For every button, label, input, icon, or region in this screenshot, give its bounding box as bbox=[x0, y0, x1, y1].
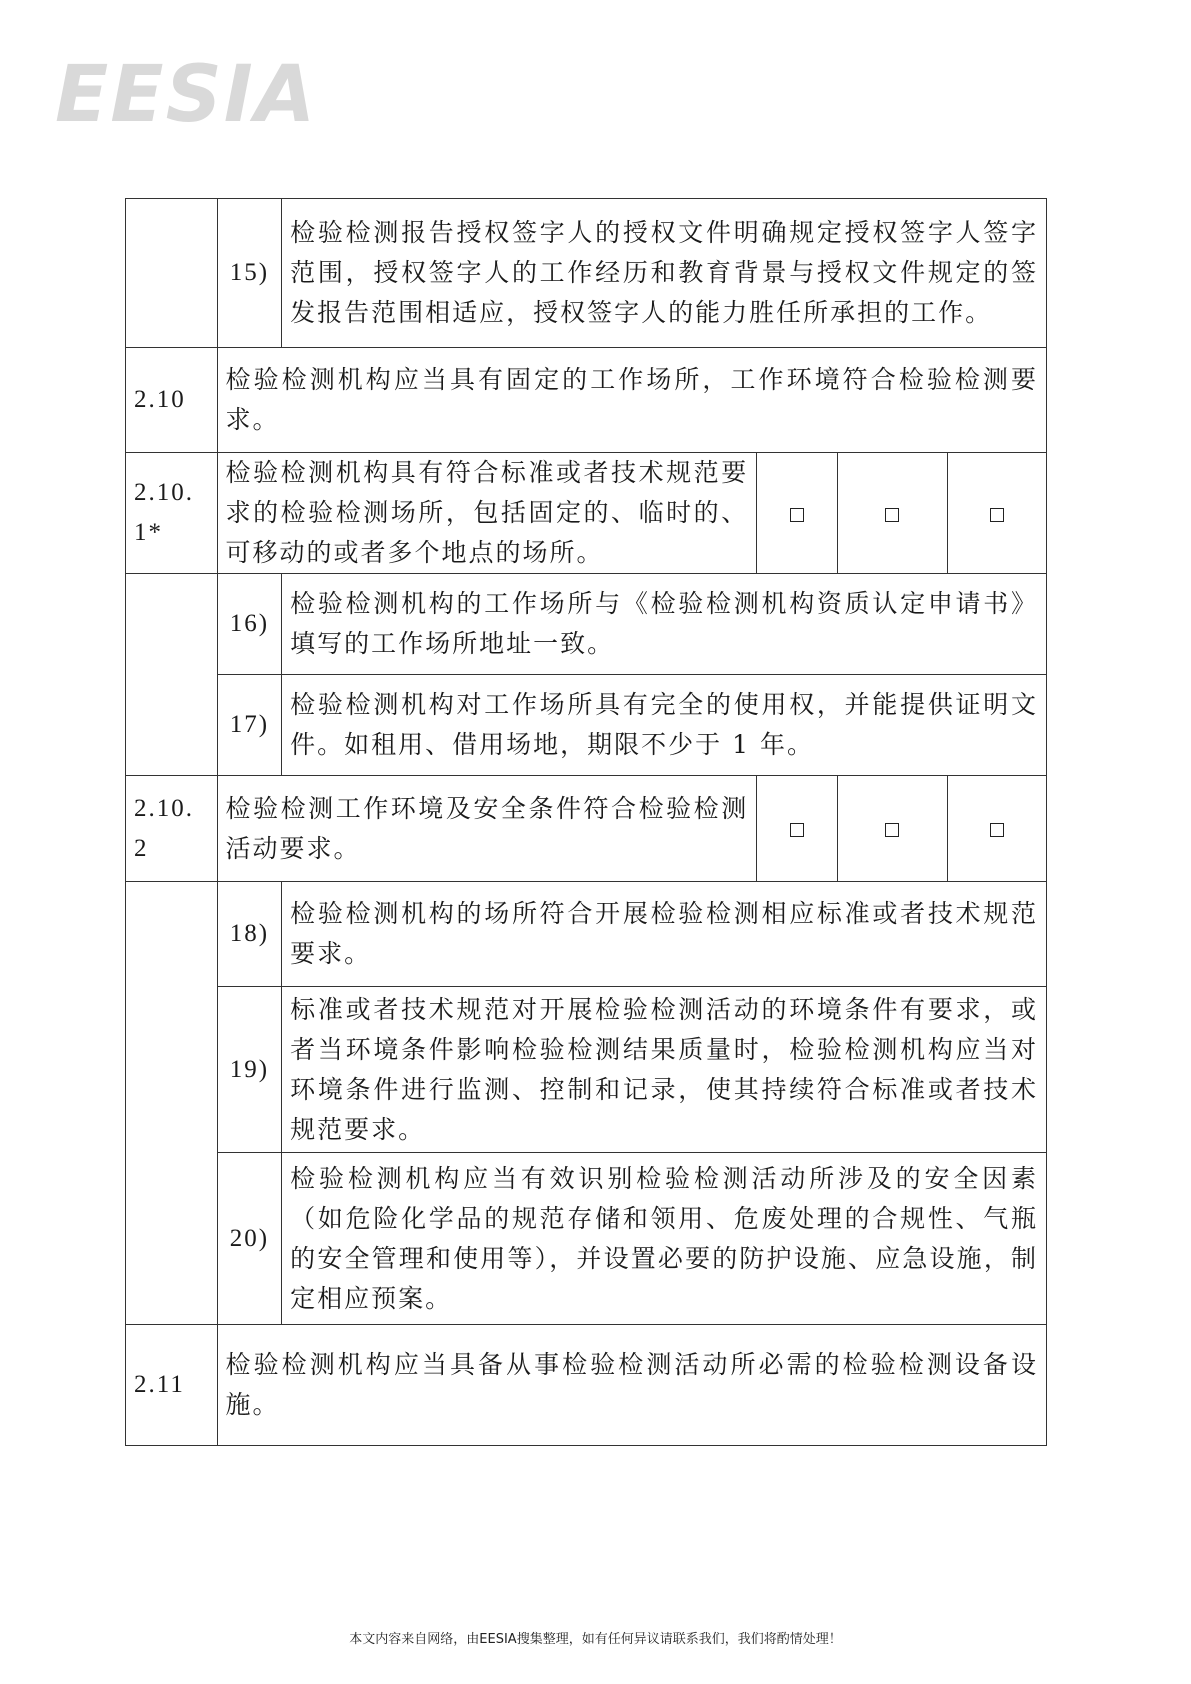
section-number-part: 1* bbox=[134, 519, 163, 546]
checkbox-cell[interactable] bbox=[947, 453, 1046, 574]
table-row bbox=[126, 987, 1047, 1153]
table-row bbox=[126, 675, 1047, 776]
section-cell bbox=[126, 882, 218, 1325]
section-text: 检验检测机构应当具备从事检验检测活动所必需的检验检测设备设施。 bbox=[217, 1325, 1046, 1446]
section-number bbox=[126, 453, 218, 574]
item-text: 标准或者技术规范对开展检验检测活动的环境条件有要求，或者当环境条件影响检验检测结果质量时，检验检测机构应当对环境条件进行监测、控制和记录，使其持续符合标准或者技术规范要求。 bbox=[282, 987, 1047, 1153]
section-cell bbox=[126, 574, 218, 776]
section-row bbox=[126, 1325, 1047, 1446]
checkbox-icon[interactable] bbox=[790, 508, 804, 522]
item-number: 20) bbox=[217, 1153, 282, 1325]
eesia-logo: EESIA bbox=[55, 50, 318, 140]
checkbox-cell[interactable] bbox=[837, 776, 947, 882]
footer-note: 本文内容来自网络，由EESIA搜集整理，如有任何异议请联系我们，我们将酌情处理！ bbox=[349, 1632, 842, 1647]
checkbox-icon[interactable] bbox=[885, 823, 899, 837]
checkbox-cell[interactable] bbox=[757, 453, 838, 574]
item-number: 18) bbox=[217, 882, 282, 987]
item-text: 检验检测报告授权签字人的授权文件明确规定授权签字人签字范围，授权签字人的工作经历和教育背景与授权文件规定的签发报告范围相适应，授权签字人的能力胜任所承担的工作。 bbox=[282, 199, 1047, 348]
section-text: 检验检测机构应当具有固定的工作场所，工作环境符合检验检测要求。 bbox=[217, 348, 1046, 453]
table-row bbox=[126, 1153, 1047, 1325]
item-number: 17) bbox=[217, 675, 282, 776]
checkbox-icon[interactable] bbox=[885, 508, 899, 522]
section-text: 检验检测工作环境及安全条件符合检验检测活动要求。 bbox=[217, 776, 757, 882]
section-number-part: 2.10. bbox=[134, 794, 194, 822]
section-text: 检验检测机构具有符合标准或者技术规范要求的检验检测场所，包括固定的、临时的、可移动的或者多个地点的场所。 bbox=[217, 453, 757, 574]
table-row bbox=[126, 574, 1047, 675]
section-number: 2.10 bbox=[126, 348, 218, 453]
section-number-part: 2.10. bbox=[134, 479, 194, 506]
requirements-table bbox=[125, 198, 1047, 1446]
section-row bbox=[126, 776, 1047, 882]
item-number: 19) bbox=[217, 987, 282, 1153]
section-cell bbox=[126, 199, 218, 348]
item-number: 15) bbox=[217, 199, 282, 348]
checkbox-cell[interactable] bbox=[757, 776, 838, 882]
checkbox-cell[interactable] bbox=[837, 453, 947, 574]
item-text: 检验检测机构应当有效识别检验检测活动所涉及的安全因素（如危险化学品的规范存储和领用、危废处理的合规性、气瓶的安全管理和使用等），并设置必要的防护设施、应急设施，制定相应预案。 bbox=[282, 1153, 1047, 1325]
table-row bbox=[126, 882, 1047, 987]
section-number: 2.11 bbox=[126, 1325, 218, 1446]
checkbox-icon[interactable] bbox=[990, 508, 1004, 522]
checkbox-icon[interactable] bbox=[790, 823, 804, 837]
section-row bbox=[126, 453, 1047, 574]
checkbox-icon[interactable] bbox=[990, 823, 1004, 837]
item-text: 检验检测机构的场所符合开展检验检测相应标准或者技术规范要求。 bbox=[282, 882, 1047, 987]
item-number: 16) bbox=[217, 574, 282, 675]
item-text: 检验检测机构对工作场所具有完全的使用权，并能提供证明文件。如租用、借用场地，期限不少于 1 年。 bbox=[282, 675, 1047, 776]
checkbox-cell[interactable] bbox=[947, 776, 1046, 882]
item-text: 检验检测机构的工作场所与《检验检测机构资质认定申请书》填写的工作场所地址一致。 bbox=[282, 574, 1047, 675]
table-row bbox=[126, 199, 1047, 348]
section-number bbox=[126, 776, 218, 882]
section-number-part: 2 bbox=[134, 834, 149, 862]
section-row bbox=[126, 348, 1047, 453]
